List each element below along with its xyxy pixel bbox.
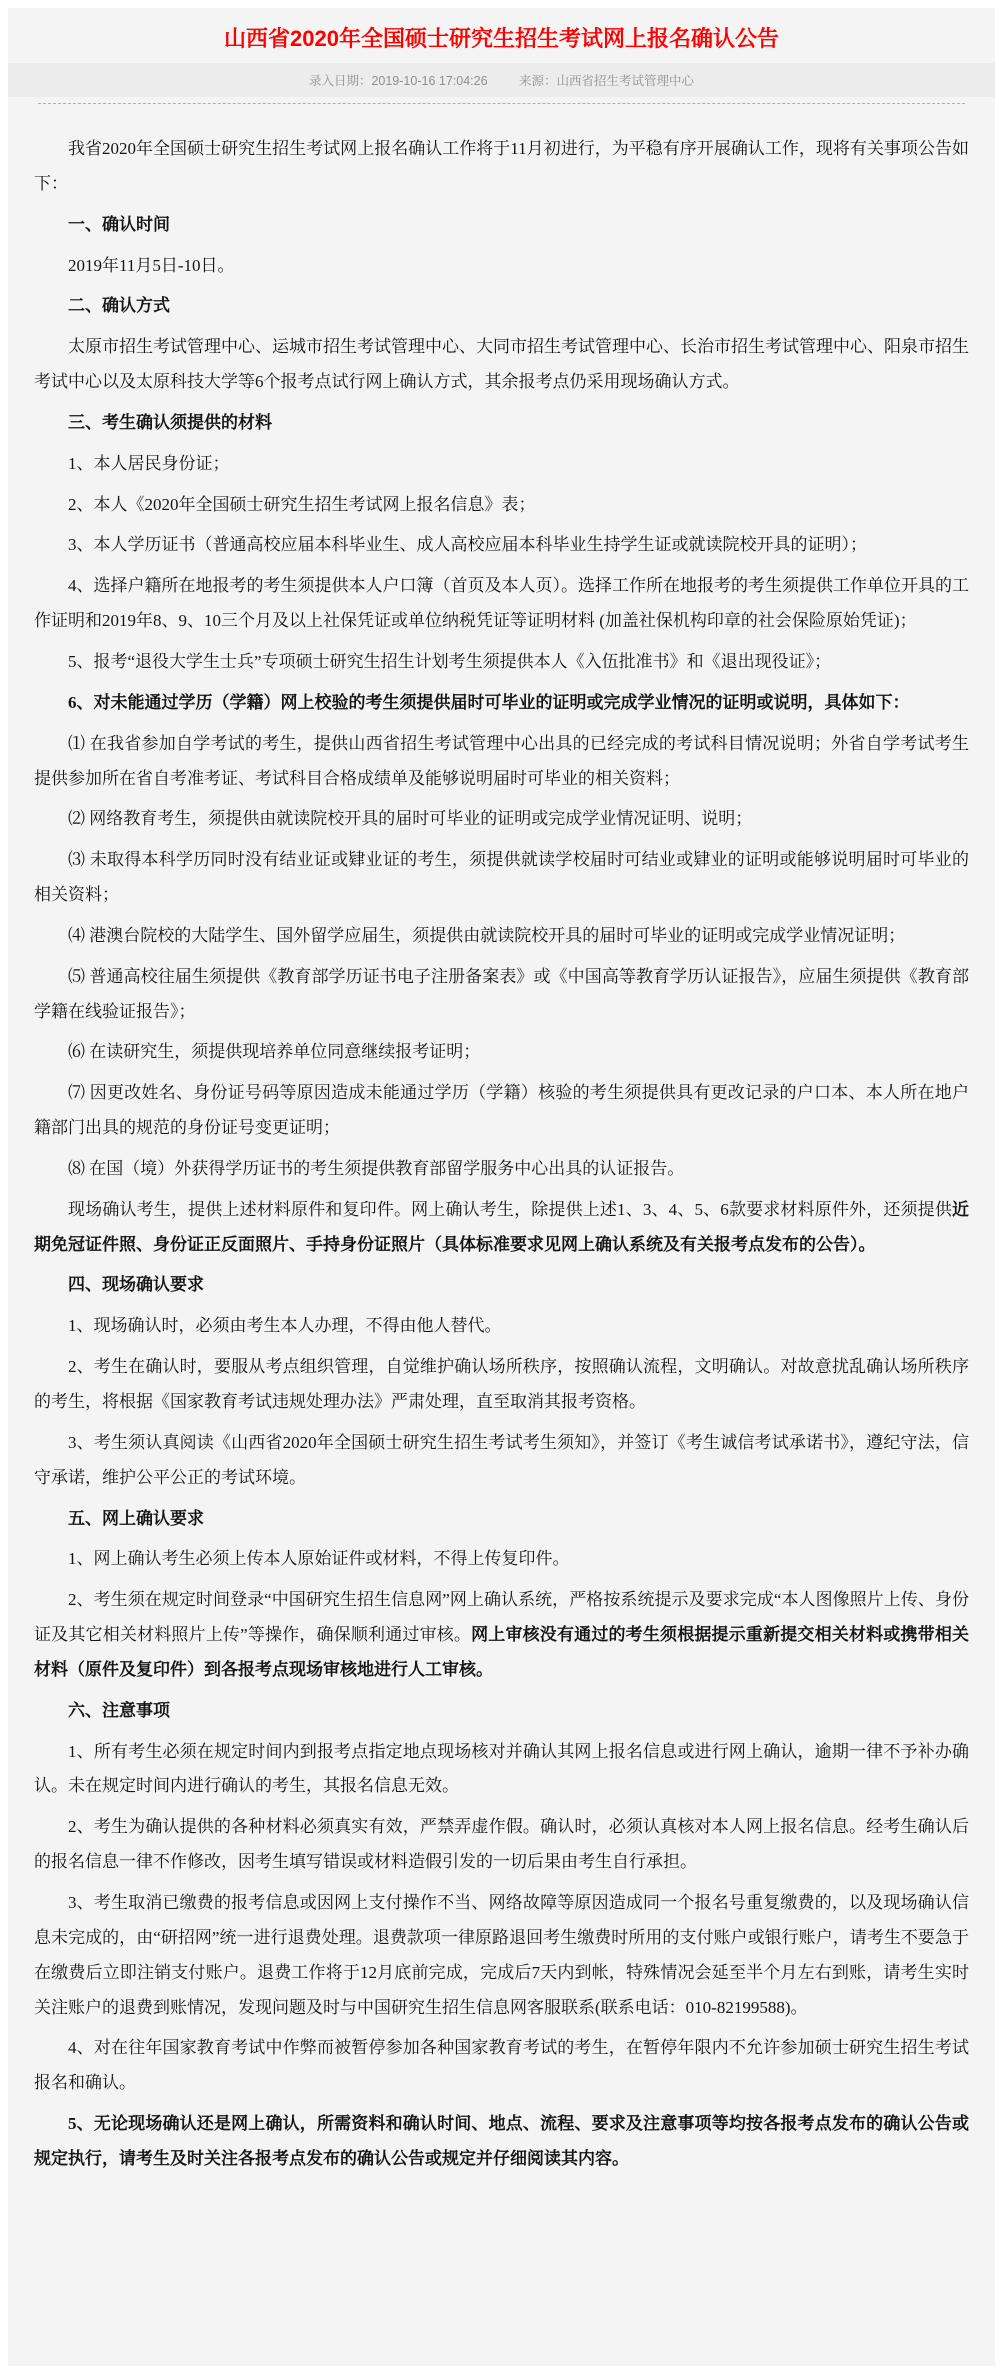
- paragraph: [34, 488, 969, 523]
- meta-bar: [8, 63, 995, 97]
- paragraph: [34, 1810, 969, 1880]
- text-run: 5、报考“退役大学生士兵”专项硕士研究生招生计划考生须提供本人《入伍批准书》和《退出现役证》；: [68, 651, 832, 671]
- paragraph: [34, 249, 969, 284]
- text-run: 近期免冠证件照、身份证正反面照片、手持身份证照片（具体标准要求见网上确认系统及有关报考点发布的公告）。: [34, 1199, 969, 1254]
- text-run: 6、对未能通过学历（学籍）网上校验的考生须提供届时可毕业的证明或完成学业情况的证明或说明，具体如下：: [68, 692, 910, 712]
- text-run: 3、考生取消已缴费的报考信息或因网上支付操作不当、网络故障等原因造成同一个报名号重复缴费的，以及现场确认信息未完成的，由“研招网”统一进行退费处理。退费款项一律原路退回考生缴费时所用的支付账户或银行账户，请考生不要急于在缴费后立即注销支付账户。退费工作将于12月底前完成，完成后7天内到帐，特殊情况会延至半个月左右到账，请考生实时关注账户的退费到账情况，发现问题及时与中国研究生招生信息网客服联系(联系电话：010-82199588)。: [34, 1892, 969, 2017]
- text-run: 4、对在往年国家教育考试中作弊而被暂停参加各种国家教育考试的考生，在暂停年限内不允许参加硕士研究生招生考试报名和确认。: [34, 2038, 969, 2093]
- paragraph: [34, 1886, 969, 2025]
- paragraph: [34, 1583, 969, 1688]
- meta-entry-date: 录入日期：2019-10-16 17:04:26: [308, 74, 488, 88]
- text-run: 3、考生须认真阅读《山西省2020年全国硕士研究生招生考试考生须知》，并签订《考生诚信考试承诺书》，遵纪守法，信守承诺，维护公平公正的考试环境。: [34, 1432, 969, 1487]
- paragraph: [34, 686, 969, 721]
- paragraph: [34, 447, 969, 482]
- paragraph: [34, 528, 969, 563]
- paragraph: [34, 727, 969, 797]
- section-heading: [34, 289, 969, 324]
- paragraph: [34, 802, 969, 837]
- page-title: 山西省2020年全国硕士研究生招生考试网上报名确认公告: [224, 26, 779, 51]
- text-run: 我省2020年全国硕士研究生招生考试网上报名确认工作将于11月初进行，为平稳有序开展确认工作，现将有关事项公告如下：: [34, 139, 969, 193]
- text-run: 3、本人学历证书（普通高校应届本科毕业生、成人高校应届本科毕业生持学生证或就读院校开具的证明）；: [68, 535, 867, 555]
- text-run: ⑺ 因更改姓名、身份证号码等原因造成未能通过学历（学籍）核验的考生须提供具有更改记录的户口本、本人所在地户籍部门出具的规范的身份证号变更证明；: [34, 1083, 969, 1138]
- paragraph: [34, 843, 969, 913]
- text-run: ⑴ 在我省参加自学考试的考生，提供山西省招生考试管理中心出具的已经完成的考试科目情况说明；外省自学考试考生提供参加所在省自考准考证、考试科目合格成绩单及能够说明届时可毕业的相关资料；: [34, 733, 969, 788]
- paragraph: [34, 1152, 969, 1187]
- text-run: 现场确认考生，提供上述材料原件和复印件。网上确认考生，除提供上述1、3、4、5、6款要求材料原件外，还须提供: [68, 1199, 952, 1219]
- text-run: 六、注意事项: [68, 1700, 170, 1720]
- text-run: 2、本人《2020年全国硕士研究生招生考试网上报名信息》表；: [68, 494, 536, 514]
- text-run: 四、现场确认要求: [68, 1275, 204, 1295]
- text-run: 5、无论现场确认还是网上确认，所需资料和确认时间、地点、流程、要求及注意事项等均按各报考点发布的确认公告或规定执行，请考生及时关注各报考点发布的确认公告或规定并仔细阅读其内容。: [34, 2114, 969, 2168]
- text-run: 1、现场确认时，必须由考生本人办理，不得由他人替代。: [68, 1316, 502, 1336]
- paragraph: [34, 569, 969, 639]
- text-run: ⑹ 在读研究生，须提供现培养单位同意继续报考证明；: [68, 1042, 481, 1062]
- paragraph: [34, 1193, 969, 1263]
- section-heading: [34, 1268, 969, 1303]
- paragraph: [34, 645, 969, 680]
- paragraph: [34, 2107, 969, 2177]
- text-run: 2019年11月5日-10日。: [68, 255, 235, 275]
- text-run: ⑵ 网络教育考生，须提供由就读院校开具的届时可毕业的证明或完成学业情况证明、说明；: [68, 809, 753, 829]
- paragraph: [34, 330, 969, 400]
- paragraph: [34, 1309, 969, 1344]
- meta-source: 来源：山西省招生考试管理中心: [519, 74, 695, 88]
- text-run: ⑻ 在国（境）外获得学历证书的考生须提供教育部留学服务中心出具的认证报告。: [68, 1158, 685, 1178]
- text-run: 1、网上确认考生必须上传本人原始证件或材料，不得上传复印件。: [68, 1549, 570, 1569]
- text-run: 1、本人居民身份证；: [68, 453, 230, 473]
- paragraph: [34, 919, 969, 954]
- paragraph: [34, 1542, 969, 1577]
- section-heading: [34, 1502, 969, 1537]
- text-run: 1、所有考生必须在规定时间内到报考点指定地点现场核对并确认其网上报名信息或进行网上确认，逾期一律不予补办确认。未在规定时间内进行确认的考生，其报名信息无效。: [34, 1741, 969, 1796]
- section-heading: [34, 208, 969, 243]
- doc-header: [8, 8, 995, 55]
- paragraph: [34, 132, 969, 202]
- content: [8, 104, 995, 2193]
- page: [8, 8, 995, 2366]
- text-run: 三、考生确认须提供的材料: [68, 412, 272, 432]
- paragraph: [34, 2031, 969, 2101]
- paragraph: [34, 1735, 969, 1805]
- paragraph: [34, 960, 969, 1030]
- text-run: 2、考生为确认提供的各种材料必须真实有效，严禁弄虚作假。确认时，必须认真核对本人网上报名信息。经考生确认后的报名信息一律不作修改，因考生填写错误或材料造假引发的一切后果由考生自行承担。: [34, 1817, 969, 1872]
- text-run: 2、考生须在规定时间登录“中国研究生招生信息网”网上确认系统，严格按系统提示及要求完成“本人图像照片上传、身份证及其它相关材料照片上传”等操作，确保顺利通过审核。: [34, 1590, 969, 1645]
- text-run: 二、确认方式: [68, 296, 170, 316]
- section-heading: [34, 406, 969, 441]
- paragraph: [34, 1035, 969, 1070]
- text-run: ⑶ 未取得本科学历同时没有结业证或肄业证的考生，须提供就读学校届时可结业或肄业的证明或能够说明届时可毕业的相关资料；: [34, 850, 969, 905]
- text-run: 一、确认时间: [68, 214, 170, 234]
- paragraph: [34, 1076, 969, 1146]
- text-run: 2、考生在确认时，要服从考点组织管理，自觉维护确认场所秩序，按照确认流程，文明确认。对故意扰乱确认场所秩序的考生，将根据《国家教育考试违规处理办法》严肃处理，直至取消其报考资格。: [34, 1357, 969, 1411]
- section-heading: [34, 1694, 969, 1729]
- text-run: 4、选择户籍所在地报考的考生须提供本人户口簿（首页及本人页）。选择工作所在地报考的考生须提供工作单位开具的工作证明和2019年8、9、10三个月及以上社保凭证或单位纳税凭证等证明材料 (加盖社保机构印章的社会保险原始凭证)；: [34, 576, 969, 631]
- text-run: 网上审核没有通过的考生须根据提示重新提交相关材料或携带相关材料（原件及复印件）到各报考点现场审核地进行人工审核。: [34, 1625, 970, 1679]
- paragraph: [34, 1426, 969, 1496]
- text-run: 太原市招生考试管理中心、运城市招生考试管理中心、大同市招生考试管理中心、长治市招生考试管理中心、阳泉市招生考试中心以及太原科技大学等6个报考点试行网上确认方式，其余报考点仍采用现场确认方式。: [34, 337, 969, 392]
- text-run: ⑷ 港澳台院校的大陆学生、国外留学应届生，须提供由就读院校开具的届时可毕业的证明或完成学业情况证明；: [68, 925, 906, 945]
- text-run: 五、网上确认要求: [68, 1508, 204, 1528]
- paragraph: [34, 1350, 969, 1420]
- text-run: ⑸ 普通高校往届生须提供《教育部学历证书电子注册备案表》或《中国高等教育学历认证报告》，应届生须提供《教育部学籍在线验证报告》；: [34, 966, 969, 1021]
